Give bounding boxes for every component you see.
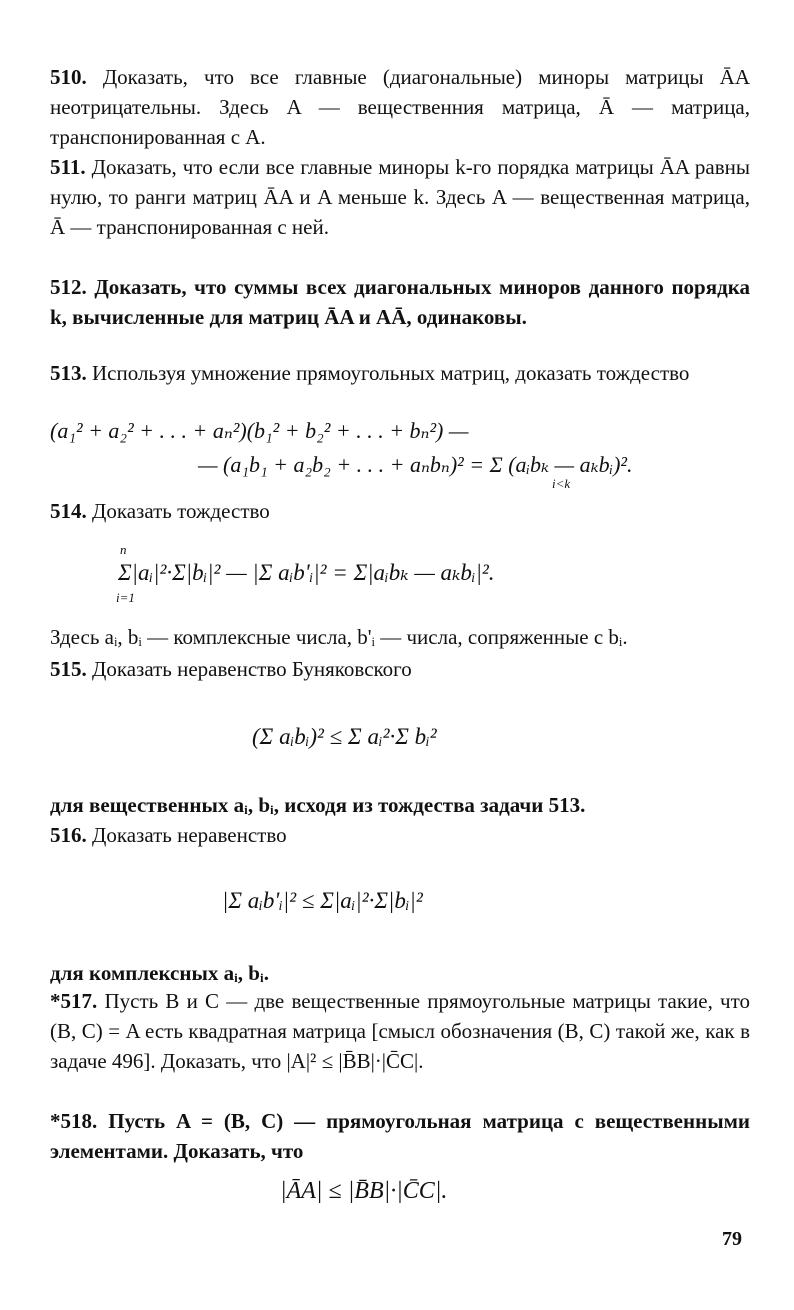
problem-518 [50, 1106, 750, 1166]
problem-number: 510. [50, 65, 87, 89]
problem-text: Доказать, что если все главные миноры k-го порядка матрицы ĀA равны нулю, то ранги матриц ĀA и A меньше k. Здесь A — вещественная матрица, Ā — транспонированная с ней. [50, 155, 750, 239]
problem-text: Используя умножение прямоугольных матриц, доказать тождество [92, 361, 690, 385]
page-number: 79 [722, 1228, 742, 1250]
problem-516 [50, 820, 750, 850]
problem-511 [50, 152, 750, 242]
problem-number: 511. [50, 155, 86, 179]
sum-index-i-less-k: i<k [552, 476, 571, 491]
formula-516: |Σ aᵢb'ᵢ|² ≤ Σ|aᵢ|²·Σ|bᵢ|² [222, 888, 423, 913]
formula-515: (Σ aᵢbᵢ)² ≤ Σ aᵢ²·Σ bᵢ² [252, 724, 437, 749]
sum-lower-limit: i=1 [116, 590, 135, 605]
problem-number: *518. [50, 1109, 98, 1133]
problem-text: Пусть B и C — две вещественные прямоугольные матрицы такие, что (B, C) = A есть квадратная матрица [смысл обозначения (B, C) такой же, как в задаче 496]. Доказать, что |A|² ≤ |B̄B|·|C̄C|. [50, 989, 750, 1073]
problem-text: Доказать, что все главные (диагональные) миноры матрицы ĀA неотрицательны. Здесь A — вещественния матрица, Ā — матрица, транспонированная с A. [50, 65, 750, 149]
problem-514 [50, 496, 750, 526]
problem-510 [50, 62, 750, 152]
sum-upper-limit: n [120, 542, 127, 557]
problem-number: *517. [50, 989, 98, 1013]
problem-513 [50, 358, 750, 388]
problem-number: 515. [50, 657, 87, 681]
problem-515-note [50, 790, 750, 820]
problem-text: Пусть A = (B, C) — прямоугольная матрица с вещественными элементами. Доказать, что [50, 1109, 750, 1163]
formula-513-line2-text: — (a₁b₁ + a₂b₂ + . . . + aₙbₙ)² = Σ (aᵢbₖ — aₖbᵢ)². [198, 452, 633, 477]
note-text: для вещественных aᵢ, bᵢ, исходя из тождества задачи 513. [50, 793, 586, 817]
note-text: для комплексных aᵢ, bᵢ. [50, 961, 269, 985]
problem-number: 516. [50, 823, 87, 847]
problem-517 [50, 986, 750, 1076]
formula-513-line1: (a₁² + a₂² + . . . + aₙ²)(b₁² + b₂² + . . . + bₙ²) — [50, 418, 469, 443]
problem-516-note [50, 958, 750, 988]
problem-514-note [50, 622, 750, 652]
problem-text: Доказать неравенство Буняковского [92, 657, 412, 681]
problem-number: 513. [50, 361, 87, 385]
problem-number: 512. [50, 275, 87, 299]
problem-text: Доказать неравенство [92, 823, 287, 847]
formula-518: |ĀA| ≤ |B̄B|·|C̄C|. [280, 1178, 448, 1204]
problem-number: 514. [50, 499, 87, 523]
problem-515 [50, 654, 750, 684]
problem-text: Доказать тождество [92, 499, 270, 523]
note-text: Здесь aᵢ, bᵢ — комплексные числа, b'ᵢ — числа, сопряженные с bᵢ. [50, 625, 628, 649]
formula-513-line2 [198, 452, 633, 478]
problem-text: Доказать, что суммы всех диагональных миноров данного порядка k, вычисленные для матриц ĀA и AĀ, одинаковы. [50, 275, 751, 329]
formula-514: Σ|aᵢ|²·Σ|bᵢ|² — |Σ aᵢb'ᵢ|² = Σ|aᵢbₖ — aₖbᵢ|². [118, 560, 495, 585]
problem-512 [50, 272, 750, 332]
